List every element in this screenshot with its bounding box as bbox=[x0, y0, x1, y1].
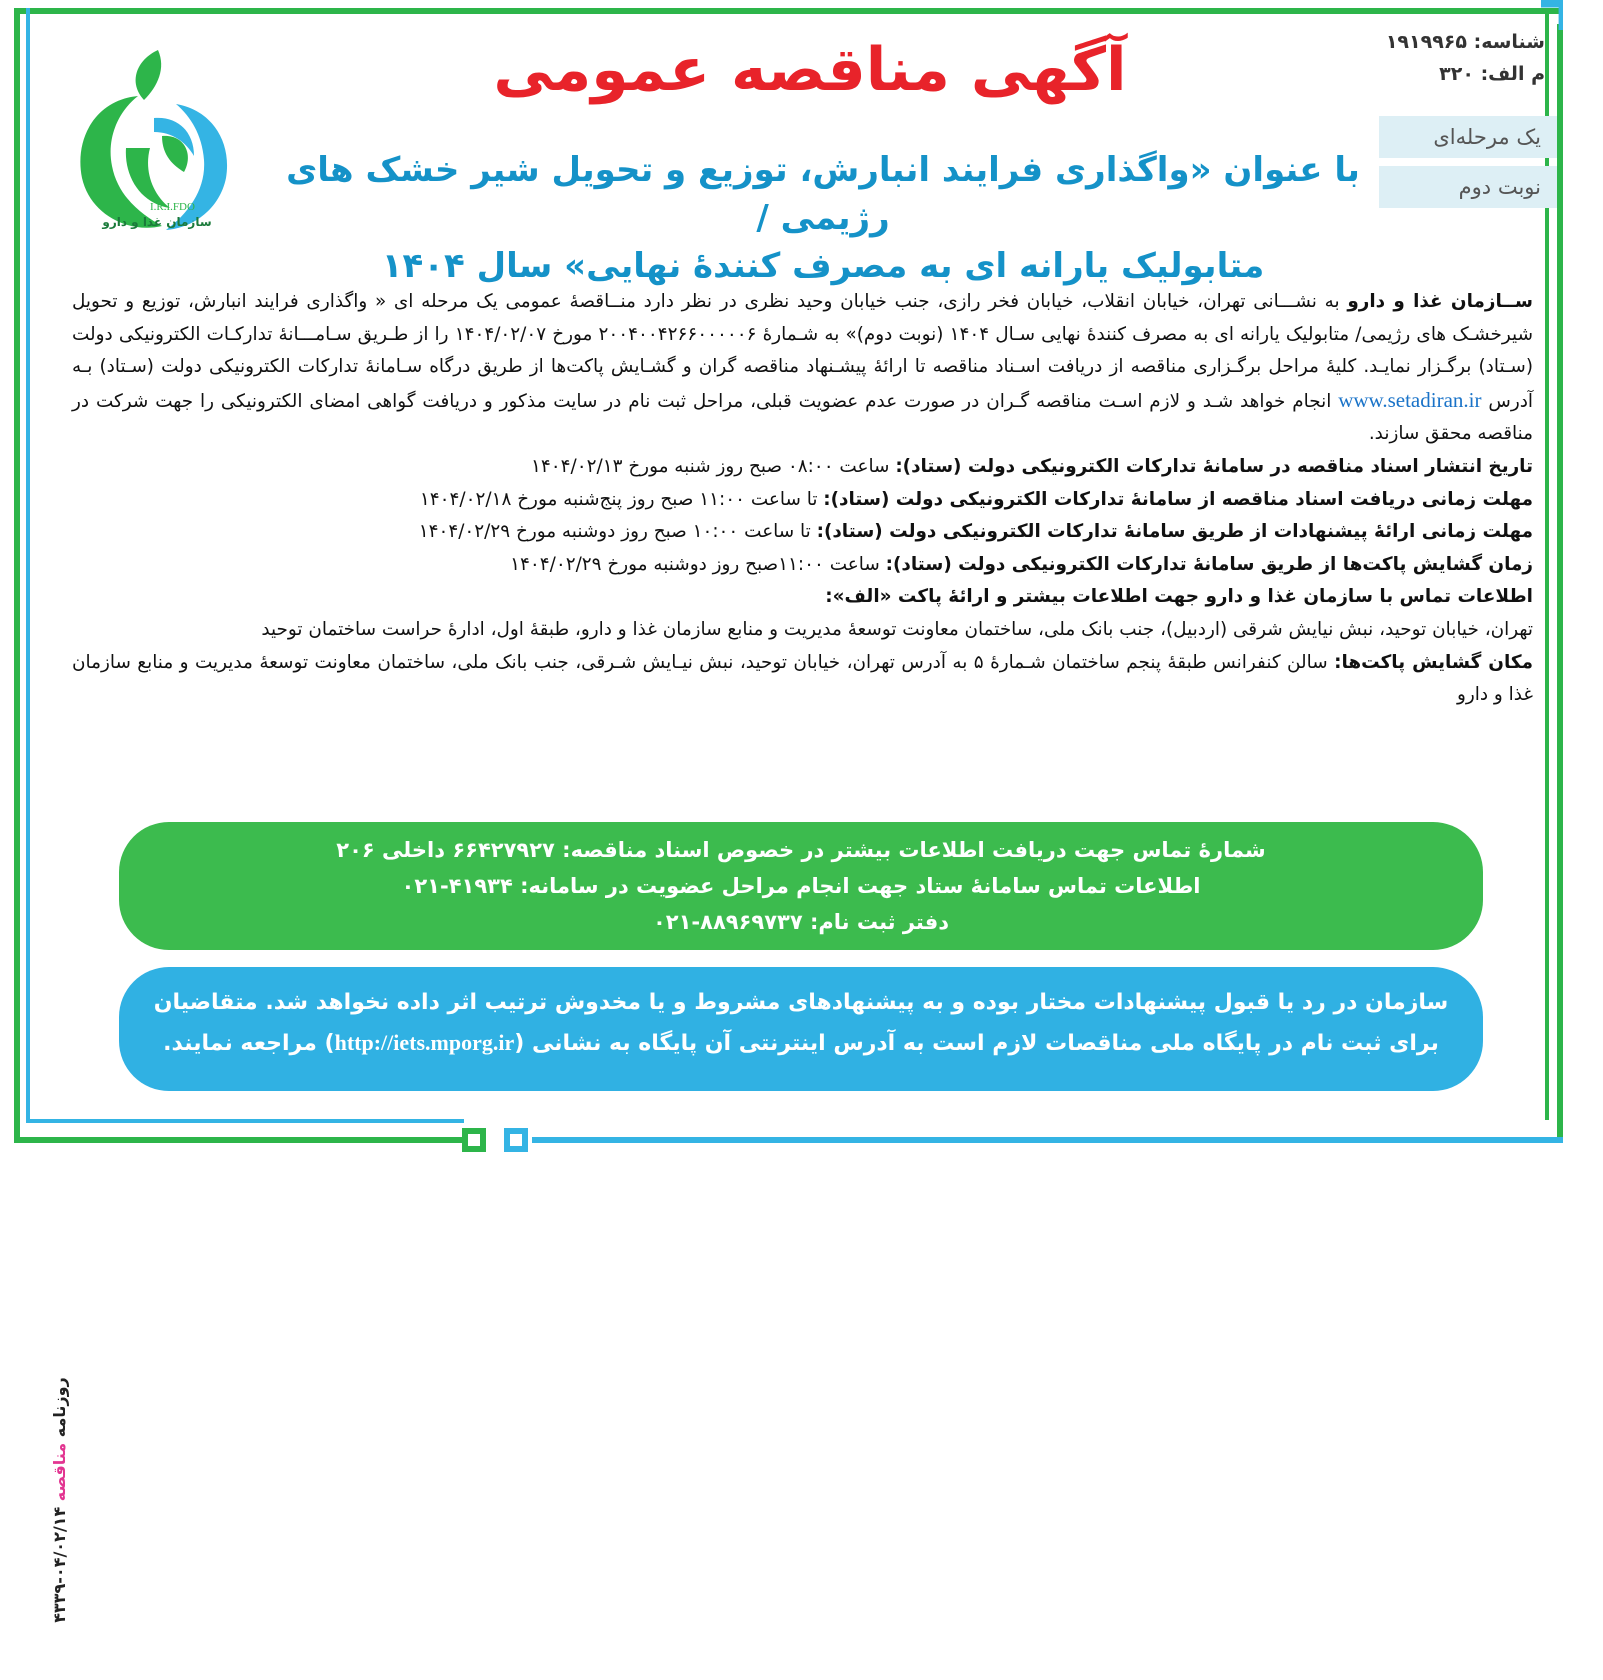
disclaimer-box bbox=[119, 967, 1483, 1091]
disclaimer-line2 bbox=[119, 1023, 1483, 1064]
submit-deadline-value: تا ساعت ۱۰:۰۰ صبح روز دوشنبه مورخ ۱۴۰۴/۰۲/۲۹ bbox=[418, 521, 817, 543]
intro-paragraph bbox=[72, 286, 1533, 451]
contact-phone-line: شمارۀ تماس جهت دریافت اطلاعات بیشتر در خصوص اسناد مناقصه: ۶۶۴۲۷۹۲۷ داخلی ۲۰۶ bbox=[336, 838, 1266, 862]
frame-inner-bottom-border bbox=[26, 1119, 464, 1123]
tender-subject bbox=[278, 146, 1368, 290]
side-prefix: روزنامه bbox=[50, 1377, 69, 1438]
tag-single-stage: یک مرحله‌ای bbox=[1379, 116, 1557, 158]
publish-date-value: ساعت ۰۸:۰۰ صبح روز شنبه مورخ ۱۴۰۴/۰۲/۱۳ bbox=[531, 455, 896, 477]
opening-time-label: زمان گشایش پاکت‌ها از طریق سامانۀ تدارکات الکترونیکی دولت (ستاد): bbox=[885, 553, 1533, 575]
intro-text-b: انجام خواهد شـد و لازم اسـت مناقصه گـران در صورت عدم عضویت قبلی، مراحل ثبت نام در سایت مذکور و دریافت گواهی امضای الکترونیکی را جهت شرکت در مناقصه محقق سازند. bbox=[72, 390, 1533, 445]
notice-meta bbox=[1386, 26, 1545, 90]
decorative-square-green bbox=[462, 1128, 486, 1152]
tender-subject-line2: متابولیک یارانه ای به مصرف کنندۀ نهایی» سال ۱۴۰۴ bbox=[381, 246, 1265, 286]
decorative-square-blue bbox=[504, 1128, 528, 1152]
contact-address-row bbox=[72, 614, 1533, 647]
intro-text-a: به نشـــانی تهران، خیابان انقلاب، خیابان فخر رازی، جنب خیابان وحید نظری در نظر دارد منــاقصۀ عمومی یک مرحله ای « واگذاری فرایند انبارش، توزیع و تحویل شیرخشـک های رژیمی/ متابولیک یارانه ای به مصرف کنندۀ نهایی سـال ۱۴۰۴ (نوبت دوم)» به شـمارۀ ۲۰۰۴۰۰۴۲۶۶۰۰۰۰۰۶ مورخ ۱۴۰۴/۰۲/۰۷ را از طـریق سـامـــانۀ تدارکـات الکترونیکی دولت (سـتاد) برگـزار نمایـد. کلیۀ مراحل برگـزاری مناقصه از دریافت اسـناد مناقصه تا ارائۀ پیشـنهاد مناقصه گران و گشـایش پاکت‌ها از طریق درگاه سـامانۀ تدارکات الکترونیکی دولت (سـتاد) بـه آدرس bbox=[72, 291, 1533, 412]
frame-bottom-border-green bbox=[14, 1137, 464, 1143]
disclaimer-line2-a: برای ثبت نام در پایگاه ملی مناقصات لازم است به آدرس اینترنتی آن پایگاه به نشانی ( bbox=[514, 1031, 1439, 1056]
intro-org: ســازمان غذا و دارو bbox=[1347, 291, 1534, 312]
contact-label: اطلاعات تماس با سازمان غذا و دارو جهت اطلاعات بیشتر و ارائۀ پاکت «الف»: bbox=[825, 586, 1533, 608]
receive-deadline-label: مهلت زمانی دریافت اسناد مناقصه از سامانۀ تدارکات الکترونیکی دولت (ستاد): bbox=[823, 488, 1533, 510]
tender-subject-line1: با عنوان «واگذاری فرایند انبارش، توزیع و تحویل شیر خشک های رژیمی / bbox=[286, 150, 1360, 238]
setad-contact-line: اطلاعات تماس سامانۀ ستاد جهت انجام مراحل عضویت در سامانه: ۴۱۹۳۴-۰۲۱ bbox=[401, 874, 1201, 898]
opening-time-row bbox=[72, 549, 1533, 582]
submit-deadline-row bbox=[72, 516, 1533, 549]
contact-address: تهران، خیابان توحید، نبش نیایش شرقی (اردبیل)، جنب بانک ملی، ساختمان معاونت توسعۀ مدیریت و منابع سازمان غذا و دارو، طبقۀ اول، ادارۀ حراست ساختمان توحید bbox=[261, 618, 1533, 640]
iets-link[interactable]: http://iets.mporg.ir bbox=[334, 1030, 515, 1055]
side-brand: مناقصه bbox=[50, 1442, 69, 1502]
publish-date-row bbox=[72, 451, 1533, 484]
page-title: آگهی مناقصه عمومی bbox=[493, 35, 1127, 105]
receive-deadline-value: تا ساعت ۱۱:۰۰ صبح روز پنج‌شنبه مورخ ۱۴۰۴/۰۲/۱۸ bbox=[419, 488, 824, 510]
opening-place-row bbox=[72, 647, 1533, 712]
opening-time-value: ساعت ۱۱:۰۰صبح روز دوشنبه مورخ ۱۴۰۴/۰۲/۲۹ bbox=[510, 553, 886, 575]
frame-inner-left-border bbox=[26, 8, 30, 1123]
logo-caption-english: I.R.I.FDO bbox=[150, 201, 195, 213]
notice-body bbox=[72, 286, 1533, 712]
frame-right-border bbox=[1557, 24, 1563, 1143]
notice-ref: م الف: ۳۲۰ bbox=[1439, 63, 1545, 85]
setad-link[interactable]: www.setadiran.ir bbox=[1338, 387, 1482, 412]
disclaimer-line2-b: ) مراجعه نمایند. bbox=[163, 1031, 335, 1056]
contact-heading-row bbox=[72, 581, 1533, 614]
publish-date-label: تاریخ انتشار اسناد مناقصه در سامانۀ تدارکات الکترونیکی دولت (ستاد): bbox=[895, 455, 1533, 477]
newspaper-side-label bbox=[50, 1320, 80, 1680]
frame-left-border bbox=[14, 8, 20, 1143]
frame-bottom-border-blue bbox=[532, 1137, 1563, 1143]
contact-info-box bbox=[119, 822, 1483, 950]
opening-place-value: سالن کنفرانس طبقۀ پنجم ساختمان شـمارۀ ۵ به آدرس تهران، خیابان توحید، نبش نیـایش شـرقی، جنب بانک ملی، ساختمان معاونت توسعۀ مدیریت و منابع سازمان غذا و دارو bbox=[72, 651, 1533, 706]
notice-id: شناسه: ۱۹۱۹۹۶۵ bbox=[1385, 31, 1545, 53]
logo-caption-persian: سازمان غذا و دارو bbox=[102, 215, 212, 229]
disclaimer-line1: سازمان در رد یا قبول پیشنهادات مختار بوده و به پیشنهادهای مشروط و یا مخدوش ترتیب اثر داده نخواهد شد. متقاضیان bbox=[153, 990, 1449, 1015]
receive-deadline-row bbox=[72, 484, 1533, 517]
frame-top-border bbox=[14, 8, 1563, 14]
submit-deadline-label: مهلت زمانی ارائۀ پیشنهادات از طریق سامانۀ تدارکات الکترونیکی دولت (ستاد): bbox=[816, 521, 1533, 543]
registration-office-line: دفتر ثبت نام: ۸۸۹۶۹۷۳۷-۰۲۱ bbox=[652, 910, 950, 934]
opening-place-label: مکان گشایش پاکت‌ها: bbox=[1334, 651, 1533, 673]
side-issue: ۰۴/۰۲/۱۴-۴۳۳۹ bbox=[50, 1506, 69, 1623]
tag-second-round: نوبت دوم bbox=[1379, 166, 1557, 208]
